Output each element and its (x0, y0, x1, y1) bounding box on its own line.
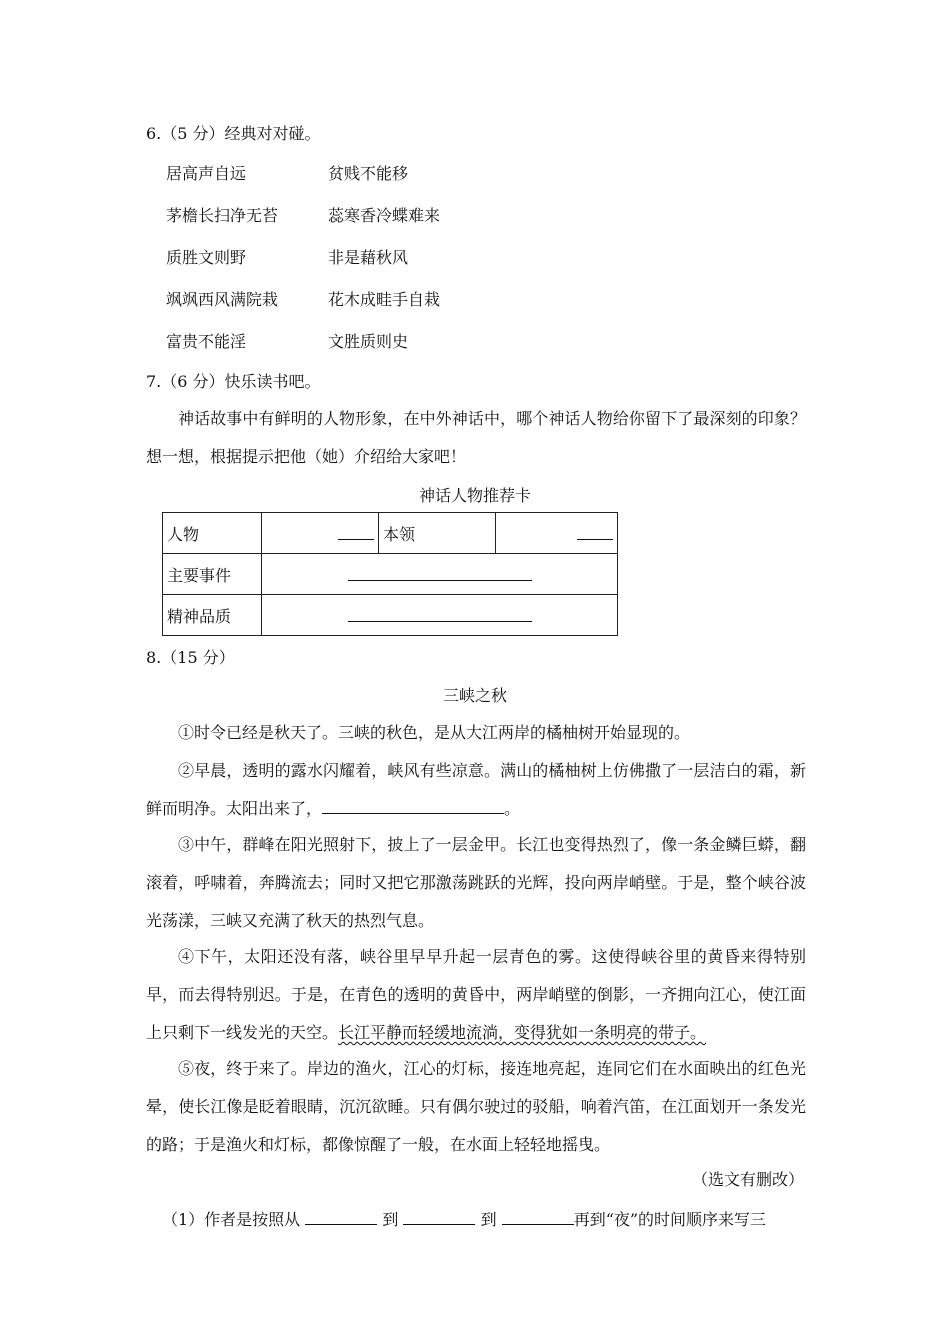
sub1-text-d: 再到“夜”的时间顺序来写三 (573, 1210, 767, 1229)
sub1-blank-1[interactable] (305, 1208, 377, 1225)
q6-left-item-5: 富贵不能淫 (166, 332, 247, 351)
q7-intro: 神话故事中有鲜明的人物形象，在中外神话中，哪个神话人物给你留下了最深刻的印象？想一想，根据提示把他（她）介绍给大家吧！ (146, 409, 806, 466)
article-paragraph-1: ①时令已经是秋天了。三峡的秋色，是从大江两岸的橘柚树开始显现的。 (178, 723, 691, 742)
q7-title: 7.（6 分）快乐读书吧。 (146, 372, 321, 391)
article-title: 三峡之秋 (442, 686, 507, 705)
row-label-main-events: 主要事件 (163, 554, 262, 595)
article-paragraph-4 (146, 938, 806, 1052)
table-row (163, 554, 618, 595)
main-events-answer-cell[interactable] (262, 554, 618, 595)
character-answer-cell[interactable] (262, 513, 379, 554)
q6-right-item-2: 蕊寒香冷蝶难来 (328, 206, 441, 225)
q6-right-item-4: 花木成畦手自栽 (328, 290, 441, 309)
q6-right-item-1: 贫贱不能移 (328, 164, 409, 183)
row-label-ability: 本领 (379, 513, 496, 554)
sub1-text-b: 到 (382, 1210, 399, 1229)
q7-card-title: 神话人物推荐卡 (418, 486, 531, 505)
paragraph-2-end: 。 (504, 799, 521, 818)
q6-right-item-5: 文胜质则史 (328, 332, 409, 351)
q8-subquestion-1 (162, 1208, 766, 1230)
sub1-blank-3[interactable] (502, 1208, 574, 1225)
article-paragraph-2 (146, 752, 806, 828)
row-label-spirit-quality: 精神品质 (163, 595, 262, 636)
article-paragraph-5: ⑤夜，终于来了。岸边的渔火，江心的灯标，接连地亮起，连同它们在水面映出的红色光晕，使长江像是眨着眼睛，沉沉欲睡。只有偶尔驶过的驳船，响着汽笛，在江面划开一条发光的路；于是渔火和灯标，都像惊醒了一般，在水面上轻轻地摇曳。 (146, 1059, 806, 1154)
row-label-character: 人物 (163, 513, 262, 554)
ability-answer-cell[interactable] (496, 513, 618, 554)
sub1-text-a: （1）作者是按照从 (162, 1210, 301, 1229)
paragraph-2-blank[interactable] (322, 797, 504, 814)
q8-title: 8.（15 分） (146, 648, 235, 667)
spirit-quality-answer-cell[interactable] (262, 595, 618, 636)
q6-right-item-3: 非是藉秋风 (328, 248, 409, 267)
q6-left-item-1: 居高声自远 (166, 164, 247, 183)
recommendation-card-table (162, 512, 618, 636)
q6-left-item-4: 飒飒西风满院栽 (166, 290, 279, 309)
paragraph-4-text: ④下午，太阳还没有落，峡谷里早早升起一层青色的雾。这使得峡谷里的黄昏来得特别早，而去得特别迟。于是，在青色的透明的黄昏中，两岸峭壁的倒影，一齐拥向江心，使江面上只剩下一线发光的天空。 (146, 947, 806, 1042)
sub1-blank-2[interactable] (403, 1208, 475, 1225)
paragraph-2-text: ②早晨，透明的露水闪耀着，峡风有些凉意。满山的橘柚树上仿佛撒了一层洁白的霜，新鲜而明净。太阳出来了， (146, 761, 806, 818)
source-note: （选文有删改） (691, 1170, 804, 1189)
table-row (163, 513, 618, 554)
character-blank[interactable] (338, 523, 374, 540)
q6-title: 6.（5 分）经典对对碰。 (146, 124, 321, 143)
q6-left-item-3: 质胜文则野 (166, 248, 247, 267)
q6-left-item-2: 茅檐长扫净无苔 (166, 206, 279, 225)
paragraph-4-underlined-sentence: 长江平静而轻缓地流淌，变得犹如一条明亮的带子。 (338, 1023, 707, 1042)
table-row (163, 595, 618, 636)
article-paragraph-3: ③中午，群峰在阳光照射下，披上了一层金甲。长江也变得热烈了，像一条金鳞巨蟒，翻滚着，呼啸着，奔腾流去；同时又把它那激荡跳跃的光辉，投向两岸峭壁。于是，整个峡谷波光荡漾，三峡又充满了秋天的热烈气息。 (146, 835, 806, 930)
main-events-blank[interactable] (348, 564, 532, 581)
spirit-quality-blank[interactable] (348, 605, 532, 622)
ability-blank[interactable] (577, 523, 613, 540)
sub1-text-c: 到 (480, 1210, 497, 1229)
